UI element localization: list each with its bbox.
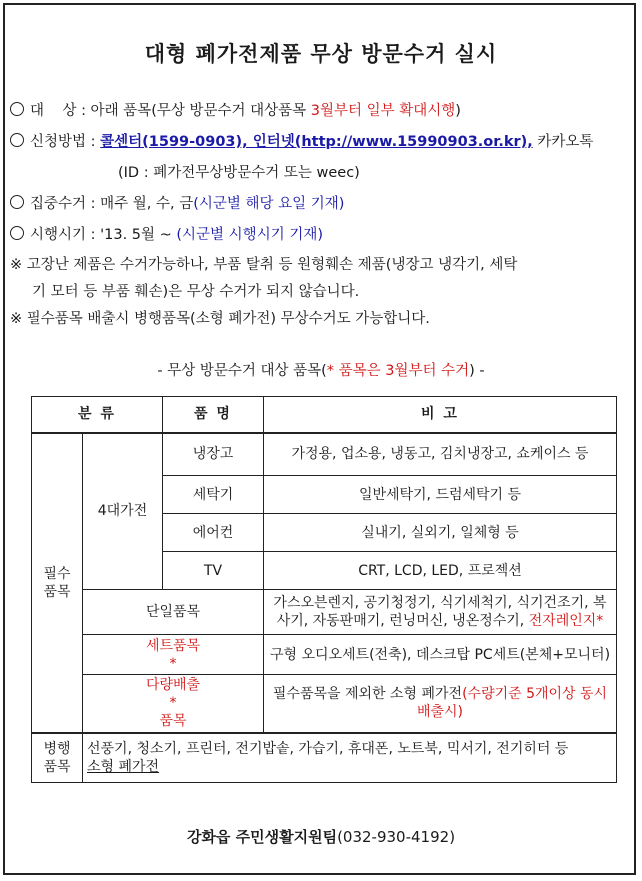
start-text: : '13. 5월 ~ bbox=[90, 227, 177, 243]
apply-line bbox=[10, 130, 593, 151]
circle-bullet-icon bbox=[10, 195, 24, 209]
item-note bbox=[264, 590, 617, 635]
table-header-row bbox=[32, 397, 617, 433]
single-note-red: 전자레인지* bbox=[528, 613, 604, 629]
item-note: 가정용, 업소용, 냉동고, 김치냉장고, 쇼케이스 등 bbox=[264, 433, 617, 476]
item-name: 단일품목 bbox=[83, 590, 264, 635]
table-row bbox=[32, 590, 617, 635]
collect-text: : 매주 월, 수, 금 bbox=[90, 196, 194, 212]
note1-line1: ※ 고장난 제품은 수거가능하나, 부품 탈취 등 원형훼손 제품(냉장고 냉각기, 세탁 bbox=[10, 257, 518, 273]
collect-label: 집중수거 bbox=[30, 196, 87, 212]
target-label: 대 상 bbox=[30, 103, 77, 119]
parallel-note-underline: 소형 폐가전 bbox=[87, 758, 160, 775]
start-blue-text: (시군별 시행시기 기재) bbox=[176, 227, 323, 243]
group-required: 필수 품목 bbox=[32, 433, 83, 733]
group-4: 4대가전 bbox=[83, 433, 163, 590]
target-line bbox=[10, 99, 461, 120]
footer-phone: (032-930-4192) bbox=[337, 828, 456, 846]
parallel-note-text: 선풍기, 청소기, 프린터, 전기밥솥, 가습기, 휴대폰, 노트북, 믹서기, 전기히터 등 bbox=[87, 740, 569, 757]
item-note: 구형 오디오세트(전축), 데스크탑 PC세트(본체+모니터) bbox=[264, 635, 617, 675]
page-title: 대형 폐가전제품 무상 방문수거 실시 bbox=[144, 42, 498, 66]
header-note: 비 고 bbox=[264, 397, 617, 433]
group-parallel: 병행 품목 bbox=[32, 733, 83, 783]
single-note: 가스오븐렌지, 공기청정기, 식기세척기, 식기건조기, 복사기, 자동판매기, 런닝머신, 냉온정수기, bbox=[273, 595, 607, 629]
item-name: 다량배출 * 품목 bbox=[83, 675, 264, 733]
collect-line bbox=[10, 192, 344, 213]
apply-id-line: (ID : 폐가전무상방문수거 또는 weec) bbox=[118, 165, 360, 181]
item-name: 에어컨 bbox=[163, 514, 264, 552]
apply-link[interactable]: 콜센터(1599-0903), 인터넷(http://www.15990903.or.kr), bbox=[100, 134, 533, 150]
item-note: 일반세탁기, 드럼세탁기 등 bbox=[264, 476, 617, 514]
note1-line2: 기 모터 등 부품 훼손)은 무상 수거가 되지 않습니다. bbox=[32, 284, 360, 300]
apply-colon: : bbox=[86, 134, 101, 150]
multi-note-red: (수량기준 5개이상 동시 배출시) bbox=[416, 686, 608, 721]
footer-contact bbox=[0, 826, 642, 847]
subtitle-red: * 품목은 3월부터 수거 bbox=[326, 363, 470, 379]
header-category: 분 류 bbox=[32, 397, 163, 433]
table-row bbox=[32, 433, 617, 476]
item-name: 세트품목 * bbox=[83, 635, 264, 675]
apply-end: 카카오톡 bbox=[532, 134, 594, 150]
item-note: 실내기, 실외기, 일체형 등 bbox=[264, 514, 617, 552]
target-text: : 아래 품목(무상 방문수거 대상품목 bbox=[81, 103, 311, 119]
note2-line: ※ 필수품목 배출시 병행품목(소형 폐가전) 무상수거도 가능합니다. bbox=[10, 311, 430, 327]
circle-bullet-icon bbox=[10, 102, 24, 116]
footer-org: 강화읍 주민생활지원팀 bbox=[186, 828, 338, 846]
circle-bullet-icon bbox=[10, 133, 24, 147]
collect-blue-text: (시군별 해당 요일 기재) bbox=[193, 196, 345, 212]
item-note bbox=[264, 675, 617, 733]
item-name: 냉장고 bbox=[163, 433, 264, 476]
apply-label: 신청방법 bbox=[30, 134, 87, 150]
header-name: 품 명 bbox=[163, 397, 264, 433]
item-name: TV bbox=[163, 552, 264, 590]
multi-note: 필수품목을 제외한 소형 폐가전 bbox=[272, 686, 463, 703]
table-row bbox=[32, 733, 617, 783]
parallel-note bbox=[83, 733, 617, 783]
table-row bbox=[32, 635, 617, 675]
start-line bbox=[10, 223, 323, 244]
table-row bbox=[32, 675, 617, 733]
item-name: 세탁기 bbox=[163, 476, 264, 514]
subtitle-suffix: ) - bbox=[469, 363, 485, 379]
item-note: CRT, LCD, LED, 프로젝션 bbox=[264, 552, 617, 590]
circle-bullet-icon bbox=[10, 226, 24, 240]
start-label: 시행시기 bbox=[30, 227, 87, 243]
subtitle-prefix: - 무상 방문수거 대상 품목( bbox=[157, 363, 327, 379]
target-red-text: 3월부터 일부 확대시행 bbox=[310, 103, 456, 119]
table-subtitle bbox=[0, 359, 642, 380]
target-end: ) bbox=[455, 103, 461, 119]
items-table bbox=[31, 396, 617, 783]
